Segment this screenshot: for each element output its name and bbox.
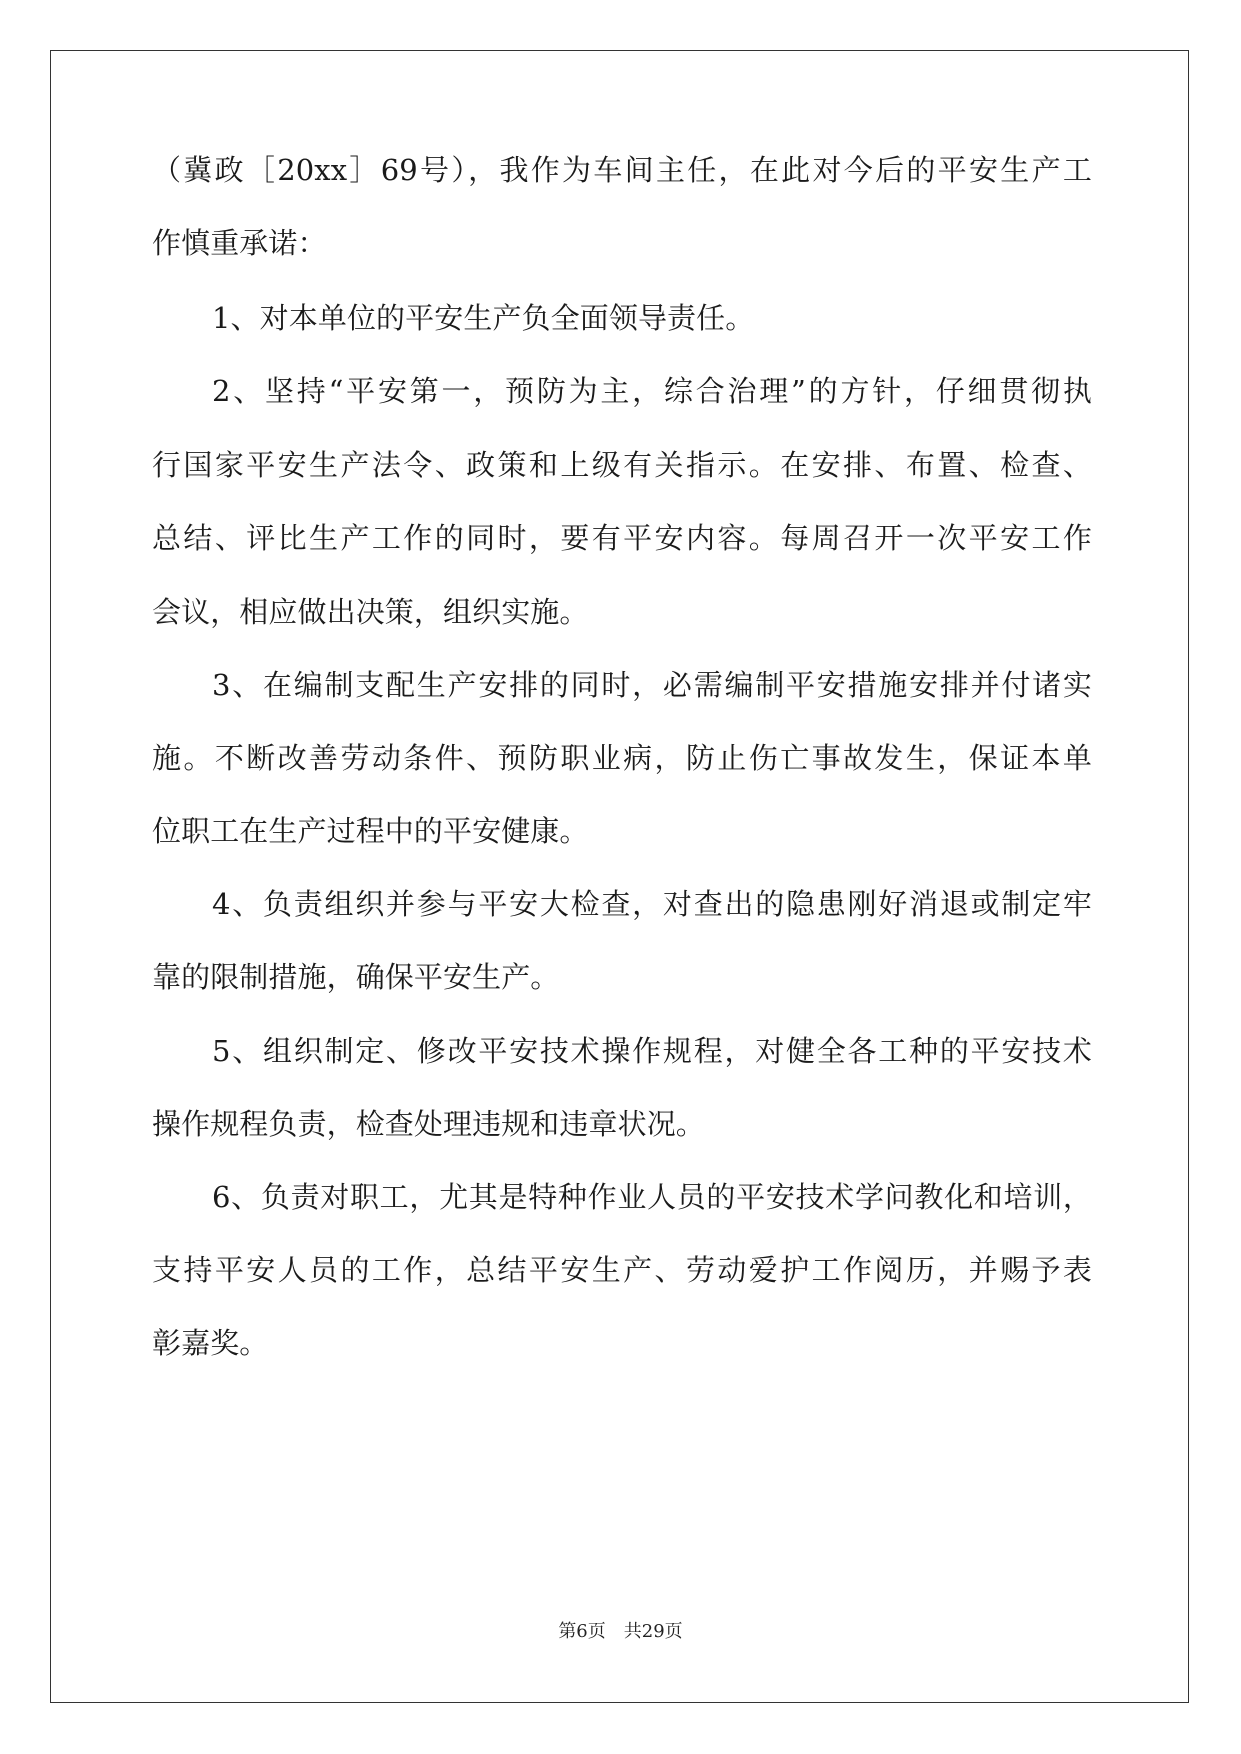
list-item-1: 1、对本单位的平安生产负全面领导责任。	[212, 301, 755, 335]
text-line: 操作规程负责，检查处理违规和违章状况。	[152, 1107, 705, 1141]
list-item-5: 5、组织制定、修改平安技术操作规程，对健全各工种的平安技术	[212, 1034, 1092, 1068]
text-line: 施。不断改善劳动条件、预防职业病，防止伤亡事故发生，保证本单	[152, 741, 1092, 775]
list-item-4: 4、负责组织并参与平安大检查，对查出的隐患刚好消退或制定牢	[212, 887, 1092, 921]
text-line: 行国家平安生产法令、政策和上级有关指示。在安排、布置、检查、	[152, 448, 1092, 482]
text-line: 位职工在生产过程中的平安健康。	[152, 814, 589, 848]
list-item-3: 3、在编制支配生产安排的同时，必需编制平安措施安排并付诸实	[212, 668, 1092, 702]
page-number: 第6页 共29页	[558, 1621, 683, 1642]
text-line: （冀政［20xx］69号），我作为车间主任，在此对今后的平安生产工	[152, 153, 1092, 187]
text-line: 作慎重承诺：	[152, 226, 327, 260]
list-item-2: 2、坚持“平安第一，预防为主，综合治理”的方针，仔细贯彻执	[212, 374, 1092, 408]
text-line: 总结、评比生产工作的同时，要有平安内容。每周召开一次平安工作	[152, 521, 1092, 555]
text-line: 彰嘉奖。	[152, 1326, 269, 1360]
list-item-6: 6、负责对职工，尤其是特种作业人员的平安技术学问教化和培训，	[212, 1180, 1092, 1214]
text-line: 靠的限制措施，确保平安生产。	[152, 960, 560, 994]
text-line: 会议，相应做出决策，组织实施。	[152, 595, 589, 629]
text-line: 支持平安人员的工作，总结平安生产、劳动爱护工作阅历，并赐予表	[152, 1253, 1092, 1287]
